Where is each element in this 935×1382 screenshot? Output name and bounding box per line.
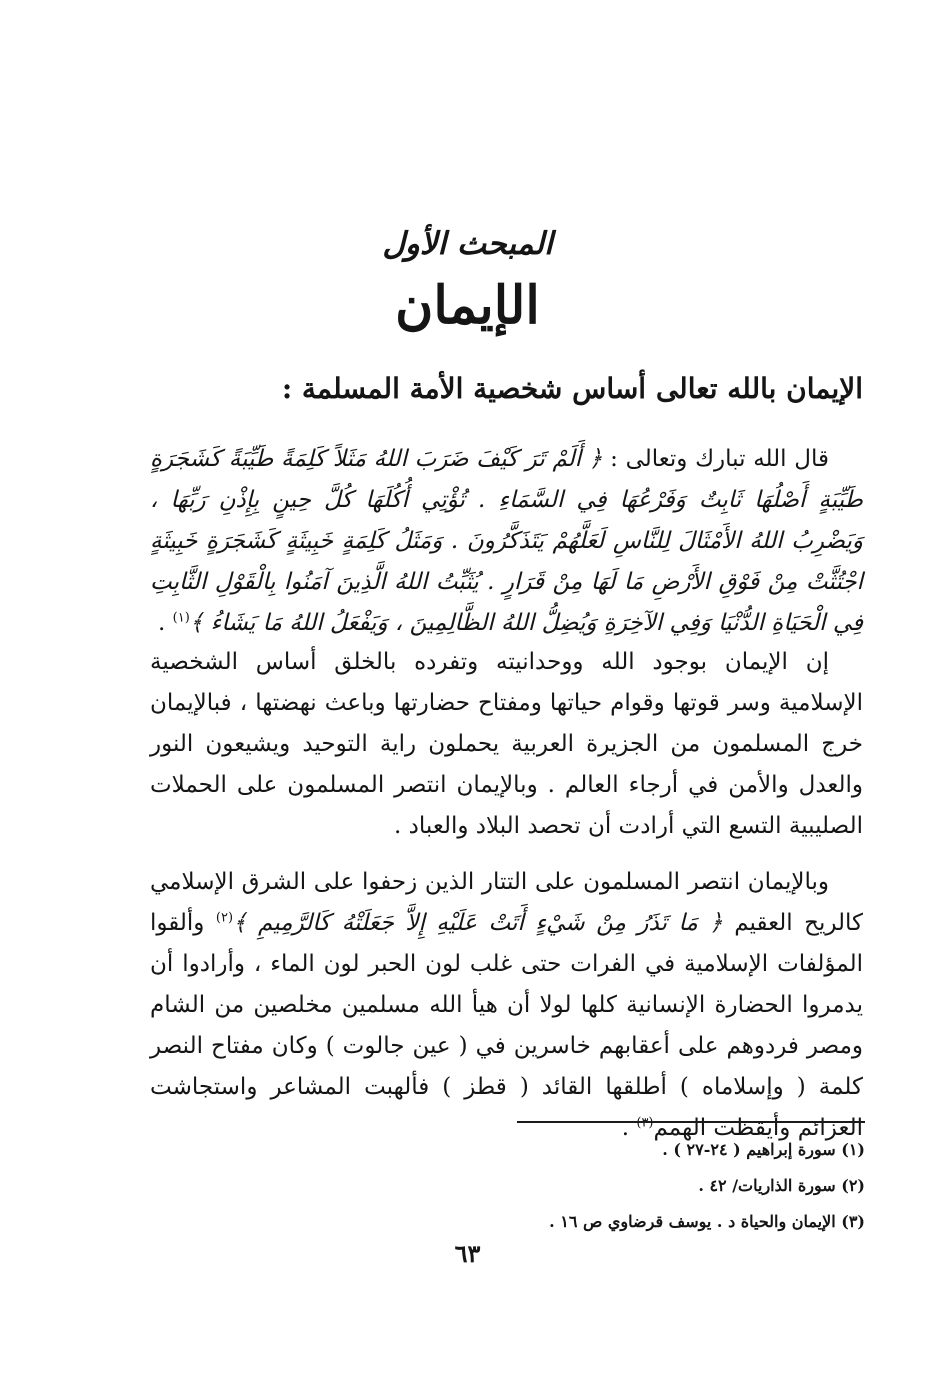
paragraph-2 [150, 642, 863, 847]
footnote-divider [517, 1121, 865, 1123]
footnotes [345, 1132, 865, 1240]
footnote-2: (٢) سورة الذاريات/ ٤٢ . [698, 1176, 865, 1195]
paragraph-1-end: . [158, 610, 166, 636]
quran-verse-1: ﴿ أَلَمْ تَرَ كَيْفَ ضَرَبَ اللهُ مَثَلاً كَلِمَةً طَيِّبَةً كَشَجَرَةٍ طَيِّبَةٍ أَصْلُهَا ثَابِتٌ وَفَرْعُهَا فِي السَّمَاءِ . تُؤْتِي أُكُلَهَا كُلَّ حِينٍ بِإِذْنِ رَبِّهَا ، وَيَضْرِبُ اللهُ الأَمْثَالَ لِلنَّاسِ لَعَلَّهُمْ يَتَذَكَّرُونَ . وَمَثَلُ كَلِمَةٍ خَبِيثَةٍ كَشَجَرَةٍ خَبِيثَةٍ اجْتُثَّتْ مِنْ فَوْقِ الأَرْضِ مَا لَهَا مِنْ قَرَارٍ . يُثَبِّتُ اللهُ الَّذِينَ آمَنُوا بِالْقَوْلِ الثَّابِتِ فِي الْحَيَاةِ الدُّنْيَا وَفِي الآخِرَةِ وَيُضِلُّ اللهُ الظَّالِمِينَ ، وَيَفْعَلُ اللهُ مَا يَشَاءُ ﴾ [150, 446, 863, 636]
paragraph-3-intro: وبالإيمان انتصر المسلمون على التتار الذين زحفوا على الشرق الإسلامي كالريح العقيم [150, 869, 863, 936]
footnote-ref-2: (٢) [215, 910, 234, 926]
quran-verse-2: ﴿ مَا تَذَرُ مِنْ شَيْءٍ أَتَتْ عَلَيْهِ إِلاَّ جَعَلَتْهُ كَالرَّمِيمِ ﴾ [233, 910, 723, 936]
footnote-ref-1: (١) [172, 610, 190, 626]
page-number: ٦٣ [454, 1239, 481, 1268]
paragraph-3 [150, 862, 863, 1149]
paragraph-1-intro: قال الله تبارك وتعالى : [610, 446, 829, 472]
paragraph-1 [150, 439, 863, 644]
section-heading: الإيمان بالله تعالى أساس شخصية الأمة المسلمة : [281, 372, 863, 405]
footnote-ref-3: (٣) [636, 1115, 654, 1131]
chapter-label: المبحث الأول [382, 226, 553, 262]
paragraph-3-body: وألقوا المؤلفات الإسلامية في الفرات حتى غلب لون الحبر لون الماء ، وأرادوا أن يدمروا الحضارة الإنسانية كلها لولا أن هيأ الله مسلمين مخلصين من الشام ومصر فردوهم على أعقابهم خاسرين في ( عين جالوت ) وكان مفتاح النصر كلمة ( وإسلاماه ) أطلقها القائد ( قطز ) فألهبت المشاعر واستجاشت العزائم وأيقظت الهمم [150, 910, 863, 1141]
page-title: الإيمان [395, 275, 540, 336]
paragraph-2-text: إن الإيمان بوجود الله ووحدانيته وتفرده بالخلق أساس الشخصية الإسلامية وسر قوتها وقوام حياتها ومفتاح حضارتها وباعث نهضتها ، فبالإيمان خرج المسلمون من الجزيرة العربية يحملون راية التوحيد ويشيعون النور والعدل والأمن في أرجاء العالم . وبالإيمان انتصر المسلمون على الحملات الصليبية التسع التي أرادت أن تحصد البلاد والعباد . [150, 649, 863, 839]
paragraph-3-end: . [621, 1115, 630, 1141]
footnote-3: (٣) الإيمان والحياة د . يوسف قرضاوي ص ١٦ . [549, 1212, 865, 1231]
footnote-1: (١) سورة إبراهيم ( ٢٤-٢٧ ) . [662, 1140, 865, 1159]
